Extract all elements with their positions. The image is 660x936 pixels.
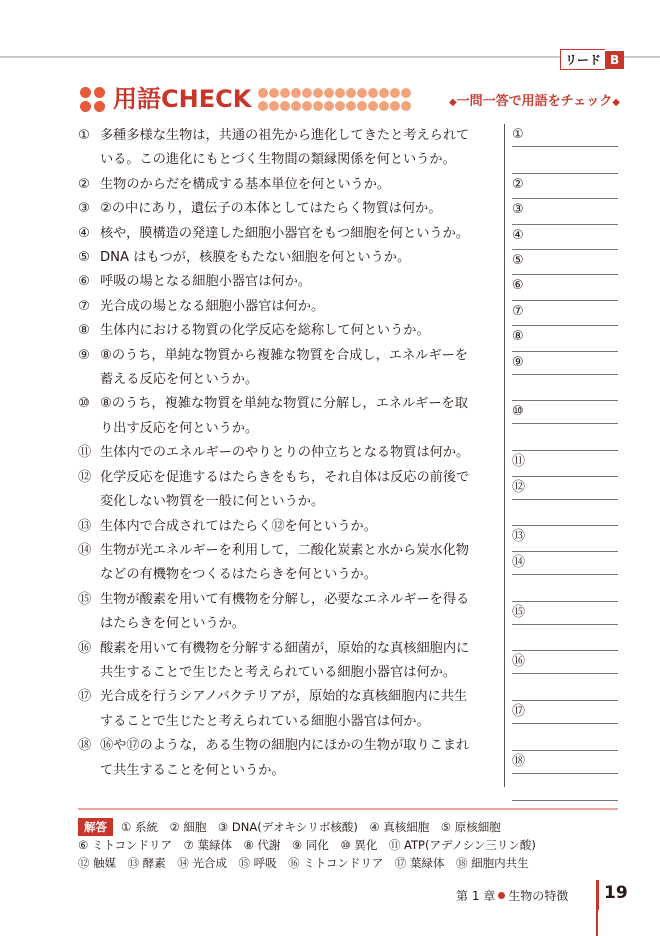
answer-blank — [512, 124, 618, 174]
page-footer — [430, 880, 660, 910]
question-number: ⑱ — [78, 738, 92, 754]
question-item — [78, 734, 498, 783]
answer-blank-number: ⑦ — [512, 303, 524, 319]
dot-shape — [346, 88, 356, 98]
answer-row — [78, 854, 618, 872]
dot-shape — [313, 88, 323, 98]
section-header — [80, 82, 620, 116]
chapter-title: 生物の特徴 — [508, 889, 569, 903]
answer-blank — [512, 451, 618, 476]
page-title: 用語CHECK — [113, 85, 252, 113]
answer-blank-number: ⑨ — [512, 354, 524, 370]
question-text: 生体内で合成されてはたらく⑫を何というか。 — [100, 518, 377, 534]
question-number: ⑭ — [78, 542, 92, 558]
question-number: ⑩ — [78, 396, 90, 412]
question-number: ⑮ — [78, 591, 92, 607]
answer-blank-number: ⑬ — [512, 529, 526, 545]
flower-icon — [80, 87, 106, 113]
question-text: 多種多様な生物は，共通の祖先から進化してきたと考えられて いる。この進化にもとづく生物間の類縁関係を何というか。 — [100, 128, 470, 168]
answer-blank-number: ⑧ — [512, 329, 524, 345]
question-item — [78, 173, 498, 197]
question-number: ④ — [78, 225, 90, 241]
answer-blank-number: ③ — [512, 202, 524, 218]
question-number: ③ — [78, 201, 90, 217]
lead-badge: B — [605, 51, 624, 69]
question-item — [78, 270, 498, 294]
answer-extra-line — [512, 574, 618, 599]
answer-blank — [512, 651, 618, 701]
column-divider — [504, 124, 505, 787]
dot-shape — [324, 88, 334, 98]
answer-blank — [512, 751, 618, 801]
question-text: 生体内における物質の化学反応を総称して何というか。 — [100, 323, 430, 339]
answer-blank — [512, 301, 618, 326]
question-item — [78, 588, 498, 637]
answer-blank-number: ⑤ — [512, 252, 524, 268]
answer-blank — [512, 275, 618, 300]
answer-extra-line — [512, 673, 618, 698]
answer-blank-number: ⑮ — [512, 604, 526, 620]
answer-blank — [512, 326, 618, 351]
answer-key — [78, 808, 618, 872]
dot-shape — [390, 88, 400, 98]
answer-blank-number: ⑥ — [512, 278, 524, 294]
answer-text: ⑫ 触媒 ⑬ 酵素 ⑭ 光合成 ⑮ 呼吸 ⑯ ミトコンドリア ⑰ 葉緑体 ⑱ 細胞内共生 — [78, 856, 529, 870]
answer-row — [78, 836, 618, 854]
answer-blanks — [512, 124, 618, 801]
dot-shape — [302, 88, 312, 98]
question-text: 呼吸の場となる細胞小器官は何か。 — [100, 274, 311, 290]
question-item — [78, 685, 498, 734]
dot-shape — [401, 88, 411, 98]
dot-shape — [368, 88, 378, 98]
answer-blank — [512, 401, 618, 451]
answer-label: 解答 — [78, 818, 113, 836]
subtitle-text: 一問一答で用語をチェック — [456, 94, 613, 109]
edge-bar — [596, 880, 598, 936]
question-number: ⑨ — [78, 347, 90, 363]
bullet-icon — [498, 892, 505, 899]
question-number: ⑦ — [78, 298, 90, 314]
dot-shape — [313, 101, 323, 111]
dot-shape — [280, 88, 290, 98]
question-item — [78, 319, 498, 343]
question-number: ⑧ — [78, 323, 90, 339]
answer-extra-line — [512, 723, 618, 748]
dot-shape — [269, 101, 279, 111]
question-text: 生体内でのエネルギーのやりとりの仲立ちとなる物質は何か。 — [100, 445, 470, 461]
chapter-number: 第 1 章 — [456, 889, 496, 903]
question-item — [78, 124, 498, 173]
question-number: ① — [78, 128, 90, 143]
dot-shape — [379, 88, 389, 98]
diamond-icon: ◆ — [612, 97, 620, 108]
question-item — [78, 246, 498, 270]
answer-blank-number: ⑩ — [512, 404, 524, 420]
question-number: ② — [78, 176, 90, 192]
question-number: ⑥ — [78, 274, 90, 290]
question-item — [78, 222, 498, 246]
question-number: ⑰ — [78, 689, 92, 705]
answer-blank — [512, 225, 618, 250]
answer-text: ① 系統 ② 細胞 ③ DNA(デオキシリボ核酸) ④ 真核細胞 ⑤ 原核細胞 — [121, 820, 501, 834]
page-number: 19 — [604, 883, 628, 903]
question-number: ⑫ — [78, 469, 92, 485]
dot-shape — [291, 88, 301, 98]
dot-shape — [258, 101, 268, 111]
dot-shape — [357, 88, 367, 98]
dot-shape — [335, 88, 345, 98]
question-item — [78, 515, 498, 539]
dot-shape — [335, 101, 345, 111]
answer-extra-line — [512, 374, 618, 399]
chapter-label — [456, 887, 568, 904]
answer-blank — [512, 199, 618, 224]
answer-blank — [512, 701, 618, 751]
answer-blank — [512, 352, 618, 402]
answer-text: ⑥ ミトコンドリア ⑦ 葉緑体 ⑧ 代謝 ⑨ 同化 ⑩ 異化 ⑪ ATP(アデノシン三リン酸) — [78, 838, 536, 852]
question-text: 酸素を用いて有機物を分解する細菌が，原始的な真核細胞内に 共生することで生じたと考えられている細胞小器官は何か。 — [100, 640, 470, 680]
question-item — [78, 197, 498, 221]
answer-blank-number: ⑫ — [512, 479, 526, 495]
answer-blank — [512, 552, 618, 602]
question-number: ⑪ — [78, 445, 92, 461]
answer-extra-line — [512, 773, 618, 798]
question-list — [78, 124, 498, 783]
answer-blank-number: ⑱ — [512, 753, 526, 769]
question-text: DNA はもつが，核膜をもたない細胞を何というか。 — [100, 250, 411, 266]
answer-blank-number: ④ — [512, 227, 524, 243]
dot-shape — [401, 101, 411, 111]
answer-blank-number: ② — [512, 176, 524, 192]
question-text: 生物のからだを構成する基本単位を何というか。 — [100, 176, 391, 192]
question-text: 核や，膜構造の発達した細胞小器官をもつ細胞を何というか。 — [100, 225, 469, 241]
question-text: 化学反応を促進するはたらきをもち，それ自体は反応の前後で 変化しない物質を一般に何というか。 — [100, 469, 470, 510]
page-subtitle — [449, 90, 620, 109]
question-item — [78, 295, 498, 319]
dot-shape — [291, 101, 301, 111]
question-text: 光合成を行うシアノバクテリアが，原始的な真核細胞内に共生 することで生じたと考えられている細胞小器官は何か。 — [100, 689, 468, 729]
answer-row — [78, 818, 618, 836]
question-number: ⑬ — [78, 518, 92, 534]
question-text: 生物が光エネルギーを利用して，二酸化炭素と水から炭水化物 などの有機物をつくるはたらきを何というか。 — [100, 542, 469, 583]
dot-shape — [368, 101, 378, 111]
question-item — [78, 637, 498, 686]
diamond-icon: ◆ — [448, 97, 457, 108]
answer-blank — [512, 174, 618, 199]
question-item — [78, 466, 498, 515]
answer-blank — [512, 602, 618, 652]
answer-extra-line — [512, 423, 618, 448]
question-text: 生物が酸素を用いて有機物を分解し，必要なエネルギーを得る はたらきを何というか。 — [100, 591, 470, 632]
dot-shape — [379, 101, 389, 111]
answer-blank — [512, 250, 618, 275]
dot-shape — [390, 101, 400, 111]
question-text: 光合成の場となる細胞小器官は何か。 — [100, 298, 325, 314]
question-item — [78, 392, 498, 441]
question-item — [78, 344, 498, 393]
answer-blank-number: ⑰ — [512, 704, 526, 720]
answer-blank-number: ⑯ — [512, 654, 526, 670]
dot-shape — [346, 101, 356, 111]
answer-blank-number: ⑪ — [512, 454, 526, 470]
question-number: ⑤ — [78, 250, 90, 266]
answer-blank-number: ⑭ — [512, 554, 526, 570]
answer-extra-line — [512, 499, 618, 524]
question-text: ⑯や⑰のような，ある生物の細胞内にほかの生物が取りこまれ て共生することを何というか。 — [100, 738, 470, 778]
lead-label: リード — [560, 49, 605, 70]
answer-blank — [512, 526, 618, 551]
dot-shape — [302, 101, 312, 111]
decorative-dots — [258, 88, 418, 112]
question-number: ⑯ — [78, 640, 92, 656]
dot-shape — [324, 101, 334, 111]
dot-shape — [357, 101, 367, 111]
question-item — [78, 539, 498, 588]
answer-extra-line — [512, 146, 618, 171]
lead-level-tag — [560, 49, 624, 70]
answer-blank-number: ① — [512, 127, 524, 142]
dot-shape — [269, 88, 279, 98]
answer-extra-line — [512, 624, 618, 649]
dot-shape — [258, 88, 268, 98]
question-item — [78, 441, 498, 465]
question-text: ⑧のうち，単純な物質から複雑な物質を合成し，エネルギーを 蓄える反応を何というか。 — [100, 347, 468, 388]
answer-blank — [512, 477, 618, 527]
question-text: ⑧のうち，複雑な物質を単純な物質に分解し，エネルギーを取 り出す反応を何というか。 — [100, 396, 468, 436]
question-text: ②の中にあり，遺伝子の本体としてはたらく物質は何か。 — [100, 201, 442, 217]
dot-shape — [280, 101, 290, 111]
